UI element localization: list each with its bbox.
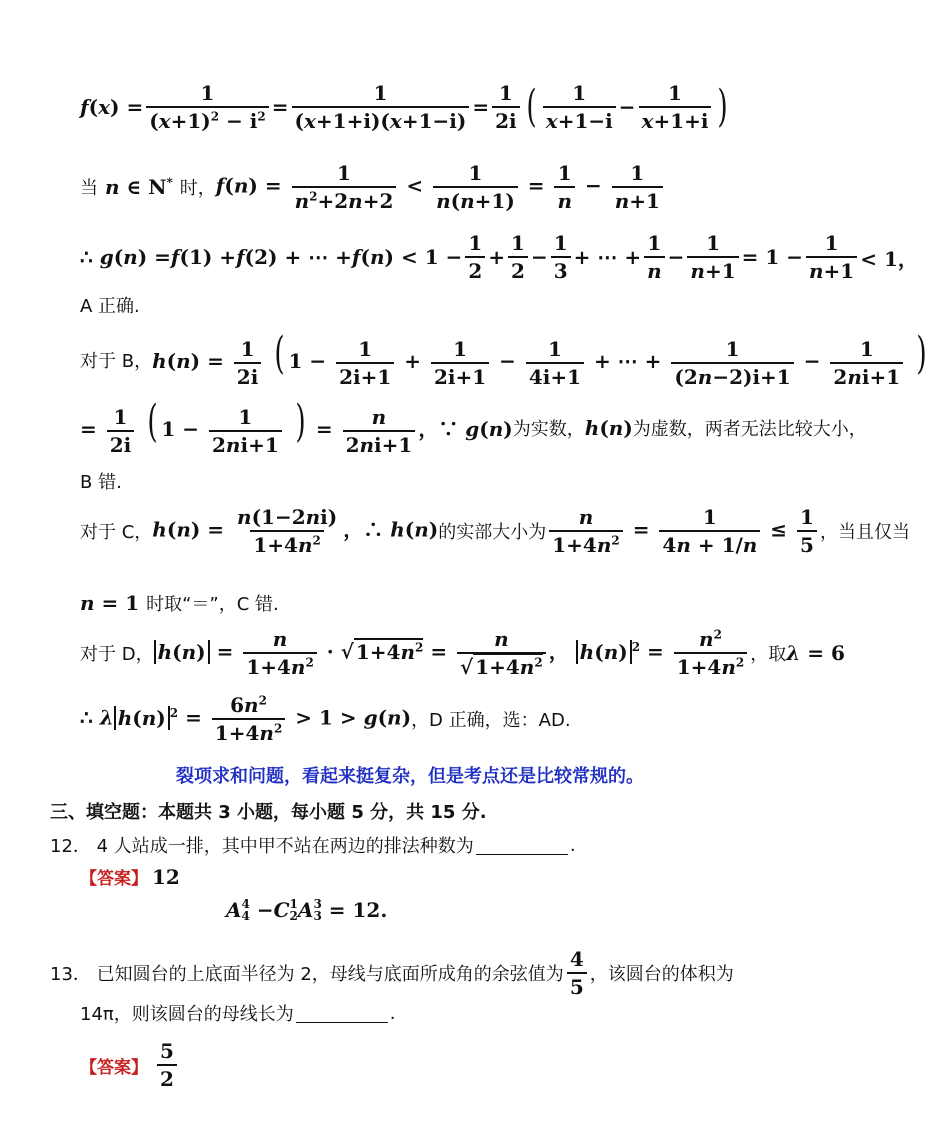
text-for-b: 对于 B， [80,350,153,372]
text-real-part: 的实部大小为 [438,522,547,543]
answer-13: 【答案】 $\frac{5}{2}$ [80,1040,180,1090]
text-dang: 当 [80,178,98,199]
question-12-text: 12． 4 人站成一排，其中甲不站在两边的排法种数为 [50,836,474,857]
formula-hn-b: 对于 B， h(n) = $\frac{1}{2i}$ ( 1 − $\frac{1}{2i+1}$ + $\frac{1}{2i+1}$ − $\frac{1}{4i+1}$ + ⋯ + $\frac{1}{(2n-2)i+1}$ − $\frac{1}{2ni+1}$ ) [80,328,927,389]
formula-fx: f ( x ) = $\frac{1}{(x+1)^2 - i^2}$ = $\frac{1}{(x+1+i)(x+1-i)}$ = $\frac{1}{2i}$ ( $\frac{1}{x+1-i}$ − $\frac{1}{x+1+i}$ ) [80,81,729,133]
question-13-text-a: 13． 已知圆台的上底面半径为 2，母线与底面所成角的余弦值为 [50,964,564,985]
text-for-c: 对于 C， [80,522,153,543]
text-is-imag: 为虚数，两者无法比较大小， [632,418,867,440]
text-iff: ，当且仅当 [819,522,910,543]
answer-12-value: 12 [152,864,180,889]
text-take-lambda: ，取 [750,644,787,665]
formula-hn-b-result: = $\frac{1}{2i}$ ( 1 − $\frac{1}{2ni+1}$ ) = $\frac{n}{2ni+1}$ ，∵ g(n) 为实数， h(n) 为虚数，两者无法比较大小， [80,396,867,457]
question-13-continued: 14π，则该圆台的母线长为 . [80,1000,395,1026]
question-13: 13． 已知圆台的上底面半径为 2，母线与底面所成角的余弦值为 $\frac{4}{5}$ ，该圆台的体积为 [50,947,734,999]
formula-gn-sum: ∴ g ( n ) = f (1) + f (2) + ⋯ + f ( n ) < 1 − $\frac{1}{2}$ + $\frac{1}{2}$ − $\frac{1}{3}$ + ⋯ + $\frac{1}{n}$ − $\frac{1}{n+1}$ = 1 − $\frac{1}{n+1}$ < 1， [80,231,918,283]
text-b-wrong: B 错. [80,472,122,493]
question-12: 12． 4 人站成一排，其中甲不站在两边的排法种数为 . [50,832,576,858]
formula-d-conclusion: ∴ λ h(n) $^2$ = $\frac{6n^2}{1+4n^2}$ > 1 > g(n) ，D 正确，选：AD. [80,693,571,745]
question-13-text-b: ，该圆台的体积为 [589,964,734,985]
section-3-header: 三、填空题：本题共 3 小题，每小题 5 分，共 15 分. [50,802,487,823]
formula-hn-d: 对于 D， h(n) = $\frac{n}{1+4n^2}$ · √ $1+4n^2$ = $\frac{n}{√ 1+4n^2}$ ， h(n) $^2$ = $\frac{n^2}{1+4n^2}$ ，取 λ = 6 [80,627,845,679]
answer-label: 【答案】 [80,869,148,889]
answer-12 [80,864,180,889]
text-for-d: 对于 D， [80,644,154,665]
formula-hn-c: 对于 C， h(n) = $\frac{n(1-2ni)}{1+4n^2}$ ，∴ h(n) 的实部大小为 $\frac{n}{1+4n^2}$ = $\frac{1}{4n + 1/n}$ ≤ $\frac{1}{5}$ ，当且仅当 [80,505,910,557]
answer-blank-13[interactable] [296,1004,388,1023]
question-13-text-c: 14π，则该圆台的母线长为 [80,1004,294,1025]
answer-label: 【答案】 [80,1057,148,1078]
text-d-correct: ，D 正确，选：AD. [411,710,571,731]
teacher-comment: 裂项求和问题，看起来挺复杂，但是考点还是比较常规的。 [176,766,644,787]
text-a-correct: A 正确. [80,296,140,317]
answer-blank-12[interactable] [476,836,568,855]
text-take-eq: 时取“＝”，C 错. [146,594,279,615]
text-take-eq-line: n = 1 时取“＝”，C 错. [80,591,279,615]
formula-fn-bound: 当 n ∈ N* 时， f(n) = $\frac{1}{n^2+2n+2}$ < $\frac{1}{n(n+1)}$ = $\frac{1}{n}$ − $\frac{1}{n+1}$ [80,162,666,212]
formula-a12: A 4 4 − C 1 2 A 3 3 = 12. [226,897,388,923]
text-is-real: 为实数， [512,418,585,440]
text-shi: 时， [179,178,216,199]
